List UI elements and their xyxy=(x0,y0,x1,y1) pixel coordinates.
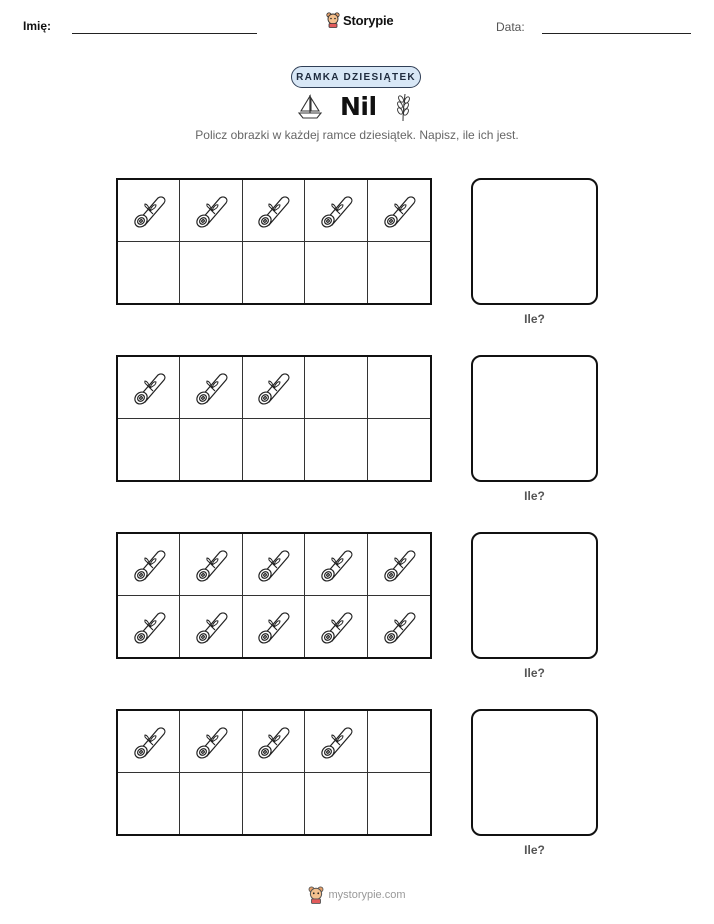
frame-cell xyxy=(118,357,180,419)
scroll-icon xyxy=(189,540,233,589)
scroll-icon xyxy=(251,717,295,766)
frame-cell xyxy=(180,242,242,304)
frame-cell xyxy=(368,596,430,658)
frame-cell xyxy=(305,419,367,481)
scroll-icon xyxy=(189,363,233,412)
frame-cell xyxy=(118,180,180,242)
frame-cell xyxy=(243,242,305,304)
frame-cell xyxy=(180,534,242,596)
answer-label: Ile? xyxy=(524,489,545,503)
scroll-icon xyxy=(127,363,171,412)
answer-box[interactable] xyxy=(471,355,598,482)
scroll-icon xyxy=(377,186,421,235)
frame-cell xyxy=(305,534,367,596)
scroll-icon xyxy=(189,602,233,651)
answer-box[interactable] xyxy=(471,532,598,659)
instruction-text: Policz obrazki w każdej ramce dziesiątek. Napisz, ile ich jest. xyxy=(195,128,519,142)
frame-cell xyxy=(368,180,430,242)
scroll-icon xyxy=(251,186,295,235)
scroll-icon xyxy=(377,602,421,651)
frame-cell xyxy=(118,596,180,658)
scroll-icon xyxy=(251,540,295,589)
frame-cell xyxy=(368,419,430,481)
sailboat-icon xyxy=(296,93,324,121)
ten-frame xyxy=(116,709,432,836)
frame-cell xyxy=(368,773,430,835)
footer-url[interactable]: mystorypie.com xyxy=(328,889,406,901)
frame-cell xyxy=(180,419,242,481)
wheat-icon xyxy=(393,91,413,123)
frame-cell xyxy=(180,596,242,658)
frame-cell xyxy=(118,419,180,481)
ten-frame xyxy=(116,355,432,482)
frame-cell xyxy=(305,180,367,242)
date-label: Data: xyxy=(496,20,525,34)
frame-cell xyxy=(243,773,305,835)
frame-cell xyxy=(118,534,180,596)
frame-cell xyxy=(368,534,430,596)
scroll-icon xyxy=(314,540,358,589)
brand-name: Storypie xyxy=(343,12,394,28)
worksheet-badge: RAMKA DZIESIĄTEK xyxy=(291,66,421,88)
scroll-icon xyxy=(251,363,295,412)
answer-label: Ile? xyxy=(524,312,545,326)
frame-cell xyxy=(118,242,180,304)
frame-cell xyxy=(118,773,180,835)
footer xyxy=(0,886,714,904)
scroll-icon xyxy=(127,540,171,589)
ten-frame xyxy=(116,532,432,659)
frame-cell xyxy=(368,711,430,773)
date-line[interactable] xyxy=(542,33,691,34)
frame-cell xyxy=(305,596,367,658)
bear-icon xyxy=(308,886,324,904)
scroll-icon xyxy=(314,717,358,766)
frame-cell xyxy=(180,711,242,773)
frame-cell xyxy=(243,711,305,773)
frame-cell xyxy=(118,711,180,773)
frame-cell xyxy=(243,534,305,596)
bear-icon xyxy=(326,12,340,28)
frame-cell xyxy=(180,180,242,242)
answer-box[interactable] xyxy=(471,709,598,836)
frame-cell xyxy=(368,357,430,419)
answer-label: Ile? xyxy=(524,666,545,680)
scroll-icon xyxy=(127,602,171,651)
scroll-icon xyxy=(127,717,171,766)
name-line[interactable] xyxy=(72,33,257,34)
worksheet-title: Nil xyxy=(340,92,377,121)
name-label: Imię: xyxy=(23,19,52,33)
scroll-icon xyxy=(127,186,171,235)
scroll-icon xyxy=(189,717,233,766)
frame-cell xyxy=(305,357,367,419)
scroll-icon xyxy=(314,602,358,651)
frame-cell xyxy=(305,242,367,304)
frame-cell xyxy=(305,773,367,835)
answer-label: Ile? xyxy=(524,843,545,857)
scroll-icon xyxy=(189,186,233,235)
ten-frame xyxy=(116,178,432,305)
frame-cell xyxy=(305,711,367,773)
frame-cell xyxy=(180,357,242,419)
answer-box[interactable] xyxy=(471,178,598,305)
scroll-icon xyxy=(314,186,358,235)
frame-cell xyxy=(180,773,242,835)
scroll-icon xyxy=(251,602,295,651)
logo xyxy=(326,12,393,28)
frame-cell xyxy=(243,357,305,419)
frame-cell xyxy=(243,419,305,481)
frame-cell xyxy=(243,596,305,658)
scroll-icon xyxy=(377,540,421,589)
frame-cell xyxy=(368,242,430,304)
frame-cell xyxy=(243,180,305,242)
